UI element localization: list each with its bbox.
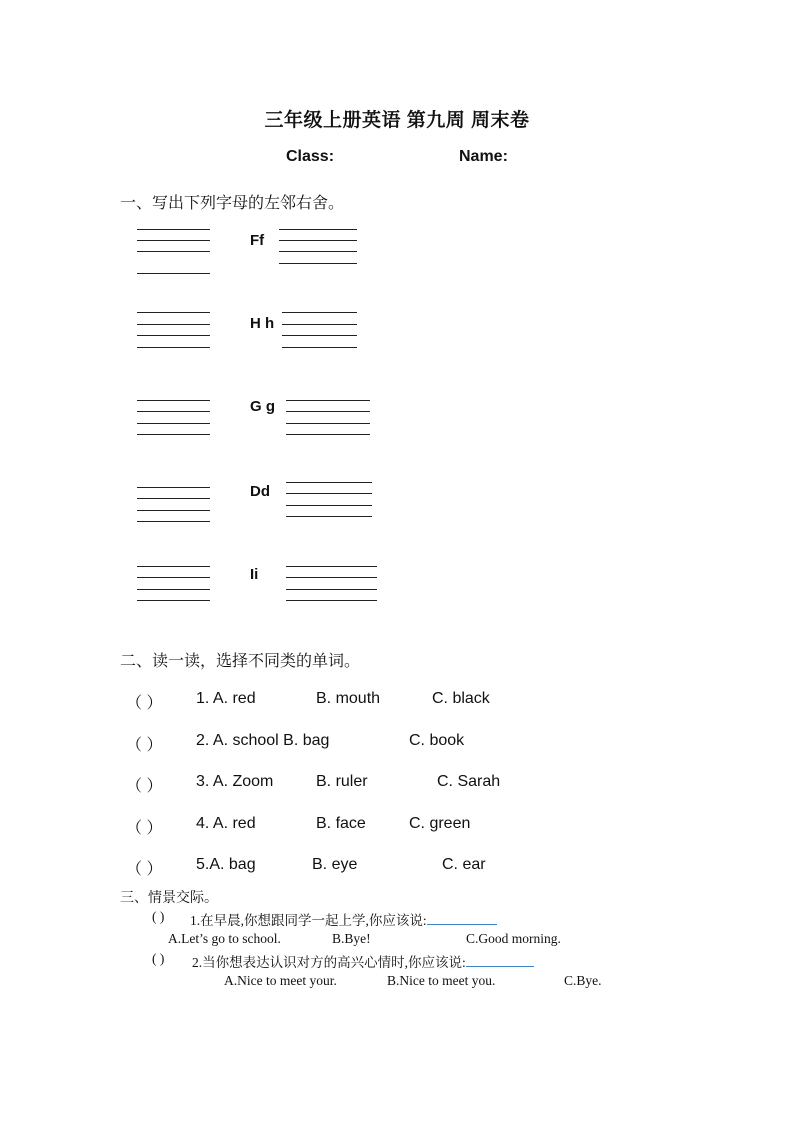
answer-line <box>286 589 377 590</box>
answer-paren[interactable]: ( ) <box>152 909 165 924</box>
answer-line <box>286 400 370 401</box>
question-text <box>190 909 497 929</box>
question-text: 3. A. Zoom <box>196 773 274 790</box>
question-text: 2. A. school B. bag <box>196 732 330 749</box>
answer-line <box>286 566 377 567</box>
option-c: C. ear <box>442 856 486 873</box>
question-text: 1. A. red <box>196 690 256 707</box>
option-c: C. Sarah <box>437 773 501 790</box>
answer-line <box>286 423 370 424</box>
answer-line <box>137 487 210 488</box>
option-c: C.Good morning. <box>466 931 561 946</box>
option-a: A.Let’s go to school. <box>168 931 281 946</box>
answer-line <box>137 400 210 401</box>
answer-line <box>137 324 210 325</box>
option-c: C. book <box>409 732 465 749</box>
answer-line <box>137 273 210 274</box>
option-b: B.Bye! <box>332 931 371 946</box>
letter-ff: Ff <box>250 232 265 249</box>
question-prompt: 1.在早晨,你想跟同学一起上学,你应该说: <box>190 913 427 928</box>
answer-line <box>286 434 370 435</box>
option-a: A.Nice to meet your. <box>224 973 337 988</box>
answer-line <box>286 493 372 494</box>
question-prompt: 2.当你想表达认识对方的高兴心情时,你应该说: <box>192 955 466 970</box>
blank-line[interactable] <box>427 924 497 925</box>
answer-line <box>137 423 210 424</box>
answer-line <box>137 434 210 435</box>
answer-line <box>279 251 357 252</box>
answer-line <box>137 589 210 590</box>
section3-heading: 三、情景交际。 <box>120 891 218 906</box>
answer-line <box>137 335 210 336</box>
answer-line <box>137 510 210 511</box>
answer-line <box>282 335 357 336</box>
answer-line <box>282 324 357 325</box>
answer-line <box>137 411 210 412</box>
answer-paren[interactable]: （ ） <box>126 861 163 878</box>
answer-line <box>137 577 210 578</box>
answer-line <box>286 411 370 412</box>
letter-dd: Dd <box>250 483 270 500</box>
answer-line <box>282 347 357 348</box>
name-label: Name: <box>459 148 508 165</box>
answer-line <box>286 577 377 578</box>
answer-line <box>137 347 210 348</box>
blank-line[interactable] <box>466 966 534 967</box>
class-label: Class: <box>286 148 335 165</box>
answer-line <box>286 482 372 483</box>
question-text: 5.A. bag <box>196 856 256 873</box>
letter-gg: G g <box>250 398 275 415</box>
answer-paren[interactable]: （ ） <box>126 695 163 712</box>
answer-line <box>282 312 357 313</box>
answer-line <box>137 312 210 313</box>
answer-line <box>279 240 357 241</box>
answer-line <box>279 263 357 264</box>
answer-paren[interactable]: （ ） <box>126 820 163 837</box>
answer-paren[interactable]: （ ） <box>126 778 163 795</box>
answer-line <box>279 229 357 230</box>
answer-line <box>137 240 210 241</box>
option-b: B. mouth <box>316 690 381 707</box>
section1-heading: 一、写出下列字母的左邻右舍。 <box>120 195 345 212</box>
answer-line <box>137 521 210 522</box>
option-c: C. black <box>432 690 490 707</box>
answer-line <box>286 516 372 517</box>
answer-line <box>137 566 210 567</box>
answer-line <box>286 505 372 506</box>
option-b: B. face <box>316 815 366 832</box>
page-title: 三年级上册英语 第九周 周末卷 <box>264 110 530 131</box>
answer-paren[interactable]: （ ） <box>126 737 163 754</box>
answer-line <box>286 600 377 601</box>
answer-line <box>137 600 210 601</box>
option-b: B. eye <box>312 856 358 873</box>
answer-line <box>137 251 210 252</box>
question-text: 4. A. red <box>196 815 256 832</box>
letter-hh: H h <box>250 315 275 332</box>
option-b: B.Nice to meet you. <box>387 973 496 988</box>
option-c: C.Bye. <box>564 973 602 988</box>
option-b: B. ruler <box>316 773 368 790</box>
answer-line <box>137 229 210 230</box>
answer-line <box>137 498 210 499</box>
option-c: C. green <box>409 815 471 832</box>
answer-paren[interactable]: ( ) <box>152 951 165 966</box>
letter-ii: Ii <box>250 566 259 583</box>
section2-heading: 二、读一读，选择不同类的单词。 <box>120 653 361 670</box>
question-text <box>192 951 534 971</box>
